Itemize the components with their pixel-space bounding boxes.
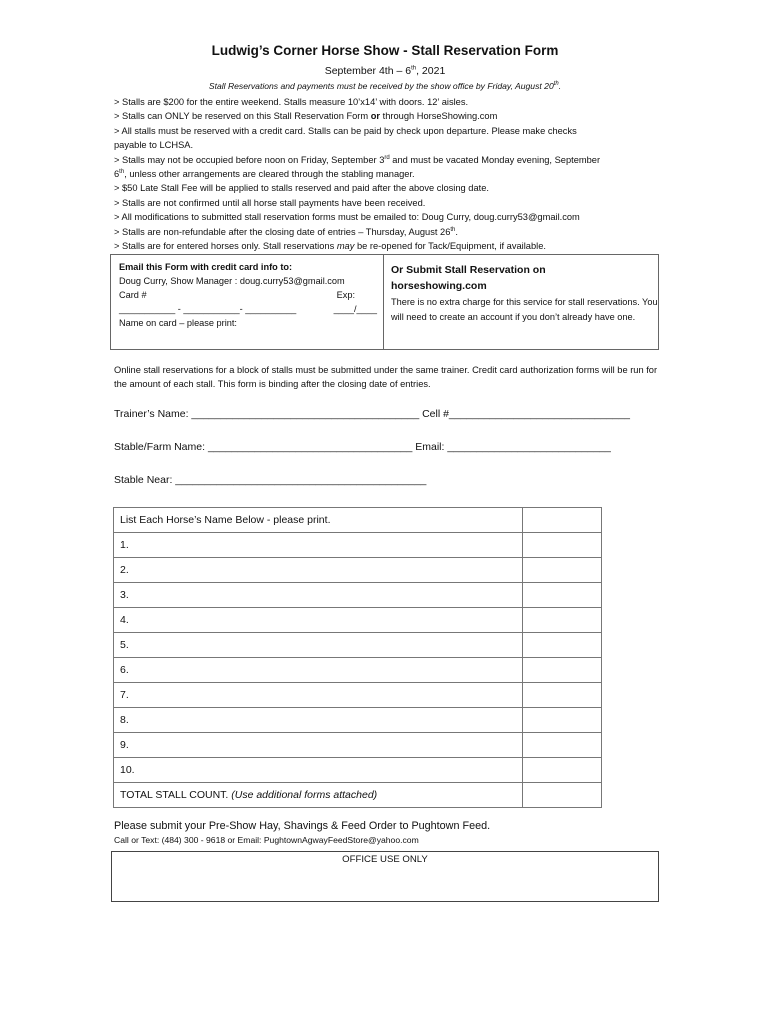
- rule-line: > Stalls can ONLY be reserved on this Stall Reservation Form or through HorseShowing.com: [114, 111, 498, 122]
- table-blank-cell[interactable]: [523, 658, 602, 683]
- horse-row-label[interactable]: 2.: [114, 558, 523, 583]
- total-stall-count-cell[interactable]: [523, 783, 602, 808]
- horse-list-header: List Each Horse’s Name Below - please print.: [114, 508, 523, 533]
- rule-line: > All stalls must be reserved with a credit card. Stalls can be paid by check upon departure. Please make checks: [114, 125, 577, 136]
- table-row[interactable]: [114, 633, 602, 658]
- rule-line: > Stalls are $200 for the entire weekend. Stalls measure 10’x14’ with doors. 12’ aisles.: [114, 97, 469, 107]
- table-row[interactable]: [114, 583, 602, 608]
- table-header-row: [114, 508, 602, 533]
- rule-line: > Stalls may not be occupied before noon on Friday, September 3rd and must be vacated Monday evening, September: [114, 154, 601, 165]
- table-row[interactable]: [114, 708, 602, 733]
- table-blank-cell[interactable]: [523, 708, 602, 733]
- card-label: Card #: [119, 290, 147, 300]
- table-blank-cell[interactable]: [523, 508, 602, 533]
- deadline-note: Stall Reservations and payments must be received by the show office by Friday, August 20th.: [208, 81, 562, 91]
- stable-field[interactable]: Stable/Farm Name: ___________________________________ Email: ____________________________: [114, 441, 611, 453]
- rule-line: 6th, unless other arrangements are cleared through the stabling manager.: [114, 168, 415, 180]
- table-blank-cell[interactable]: [523, 608, 602, 633]
- rule-line: payable to LCHSA.: [114, 140, 194, 151]
- feed-order-note: Please submit your Pre-Show Hay, Shavings & Feed Order to Pughtown Feed.: [114, 820, 491, 832]
- table-row[interactable]: [114, 683, 602, 708]
- form-title: Ludwig’s Corner Horse Show - Stall Reservation Form: [211, 43, 559, 58]
- horse-list-table: [113, 507, 602, 808]
- total-stall-count-label: TOTAL STALL COUNT. (Use additional forms attached): [114, 783, 523, 808]
- manager-contact: Doug Curry, Show Manager : doug.curry53@gmail.com: [119, 276, 345, 286]
- rule-line: > $50 Late Stall Fee will be applied to stalls reserved and paid after the above closing date.: [114, 183, 489, 194]
- email-box-heading: Email this Form with credit card info to:: [119, 262, 293, 272]
- card-number-field[interactable]: ___________ - ___________- __________: [119, 304, 297, 314]
- total-row[interactable]: [114, 783, 602, 808]
- horse-row-label[interactable]: 1.: [114, 533, 523, 558]
- online-note: Online stall reservations for a block of stalls must be submitted under the same trainer. Credit card authorization forms will be run for the amount of each stall. This form is binding after the closing date of entries.: [114, 365, 658, 390]
- rule-line: > Stalls are non-refundable after the closing date of entries – Thursday, August 26th.: [114, 226, 458, 237]
- table-row[interactable]: [114, 533, 602, 558]
- rule-line: > Stalls are for entered horses only. Stall reservations may be re-opened for Tack/Equipment, if available.: [114, 241, 546, 252]
- exp-label: Exp:: [336, 290, 355, 300]
- horse-row-label[interactable]: 10.: [114, 758, 523, 783]
- table-blank-cell[interactable]: [523, 533, 602, 558]
- table-row[interactable]: [114, 658, 602, 683]
- office-use-label: OFFICE USE ONLY: [342, 854, 428, 865]
- table-blank-cell[interactable]: [523, 558, 602, 583]
- horse-row-label[interactable]: 4.: [114, 608, 523, 633]
- table-row[interactable]: [114, 733, 602, 758]
- horse-row-label[interactable]: 3.: [114, 583, 523, 608]
- online-info-text: There is no extra charge for this service for stall reservations. You will need to create an account if you don’t already have one.: [391, 297, 658, 322]
- table-row[interactable]: [114, 558, 602, 583]
- table-blank-cell[interactable]: [523, 633, 602, 658]
- horse-row-label[interactable]: 5.: [114, 633, 523, 658]
- feed-store-contact: Call or Text: (484) 300 - 9618 or Email: PughtownAgwayFeedStore@yahoo.com: [114, 835, 419, 845]
- payment-options-box: [110, 254, 659, 350]
- table-blank-cell[interactable]: [523, 683, 602, 708]
- online-heading: Or Submit Stall Reservation on: [391, 264, 546, 276]
- online-submit-box: [384, 255, 658, 349]
- rule-line: > All modifications to submitted stall reservation forms must be emailed to: Doug Curry, doug.curry53@gmail.com: [114, 212, 580, 223]
- horse-row-label[interactable]: 7.: [114, 683, 523, 708]
- horse-row-label[interactable]: 9.: [114, 733, 523, 758]
- rule-line: > Stalls are not confirmed until all horse stall payments have been received.: [114, 197, 426, 208]
- email-form-box: [111, 255, 384, 349]
- horseshowing-link[interactable]: horseshowing.com: [391, 280, 487, 292]
- table-blank-cell[interactable]: [523, 733, 602, 758]
- show-dates: September 4th – 6th, 2021: [324, 65, 446, 77]
- horse-row-label[interactable]: 6.: [114, 658, 523, 683]
- rules-list: [114, 95, 659, 253]
- horse-row-label[interactable]: 8.: [114, 708, 523, 733]
- table-row[interactable]: [114, 608, 602, 633]
- table-blank-cell[interactable]: [523, 583, 602, 608]
- exp-date-field[interactable]: ____/____: [333, 304, 377, 314]
- table-blank-cell[interactable]: [523, 758, 602, 783]
- table-row[interactable]: [114, 758, 602, 783]
- name-on-card-field[interactable]: Name on card – please print:: [119, 318, 237, 328]
- office-use-box: [111, 851, 659, 902]
- stable-near-field[interactable]: Stable Near: ___________________________________________: [114, 474, 427, 486]
- trainer-field[interactable]: Trainer’s Name: _______________________________________ Cell #_______________________________: [114, 408, 630, 420]
